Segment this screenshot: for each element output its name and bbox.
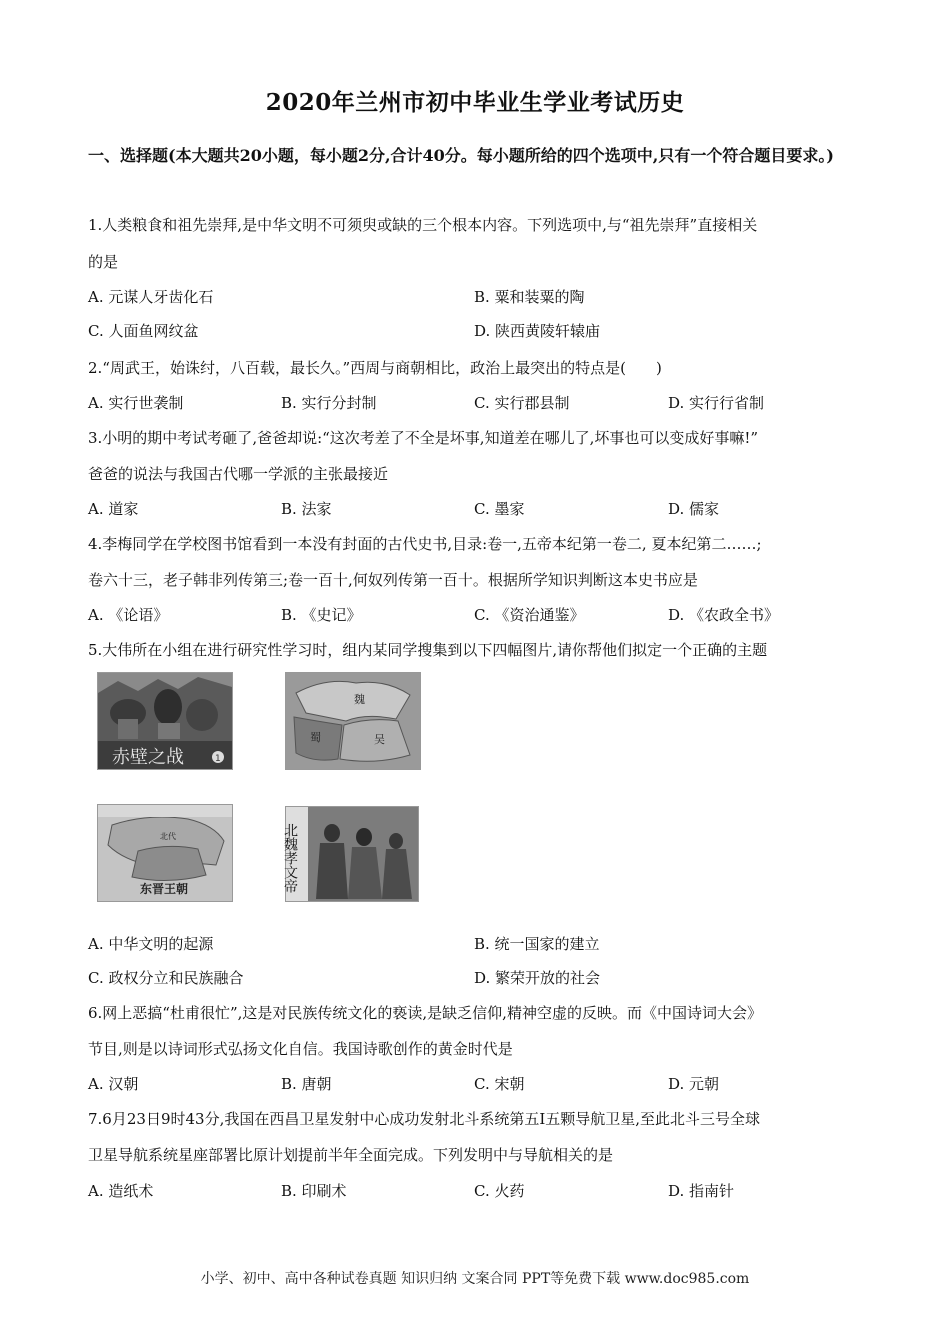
question-1-text: 1.人类粮食和祖先崇拜,是中华文明不可须臾或缺的三个根本内容。下列选项中,与“祖先崇拜”直接相关: [88, 216, 758, 234]
eastern-jin-map: [97, 804, 233, 902]
q1-option-d: D. 陕西黄陵轩辕庙: [474, 322, 601, 340]
q7-option-c: C. 火药: [474, 1182, 525, 1200]
chibi-battle-picture: [97, 672, 233, 770]
map-label-wu: 吴: [374, 733, 385, 746]
eastern-jin-caption: 东晋王朝: [140, 882, 189, 896]
page-title: 2020年兰州市初中毕业生学业考试历史: [265, 89, 685, 116]
q6-option-d: D. 元朝: [668, 1075, 720, 1093]
question-6-text: 6.网上恶搞“杜甫很忙”,这是对民族传统文化的亵读,是缺乏信仰,精神空虚的反映。而《中国诗词大会》: [88, 1004, 762, 1022]
q3-option-c: C. 墨家: [474, 500, 525, 518]
q1-option-b: B. 粟和装粟的陶: [474, 288, 585, 306]
xiaowen-vertical-text: 北魏孝文帝: [282, 823, 298, 893]
emperor-xiaowen-picture: [282, 806, 419, 902]
q1-option-c: C. 人面鱼网纹盆: [88, 322, 199, 340]
question-2-text: 2.“周武王，始诛纣，八百载，最长久。”西周与商朝相比，政治上最突出的特点是( ): [88, 359, 662, 377]
page-footer: 小学、初中、高中各种试卷真题 知识归纳 文案合同 PPT等免费下载 www.doc985.com: [200, 1271, 750, 1287]
q5-option-a: A. 中华文明的起源: [88, 935, 214, 953]
q6-option-a: A. 汉朝: [88, 1075, 139, 1093]
q3-option-b: B. 法家: [281, 500, 332, 518]
q2-option-c: C. 实行郡县制: [474, 394, 570, 412]
q7-option-a: A. 造纸术: [88, 1182, 154, 1200]
chibi-number: 1: [215, 754, 221, 764]
question-4-text-cont: 卷六十三，老子韩非列传第三;卷一百十,何奴列传第一百十。根据所学知识判断这本史书应是: [88, 571, 698, 589]
question-3-text-cont: 爸爸的说法与我国古代哪一学派的主张最接近: [88, 465, 389, 483]
q5-option-c: C. 政权分立和民族融合: [88, 969, 244, 987]
q7-option-d: D. 指南针: [668, 1182, 735, 1200]
q4-option-c: C. 《资治通鉴》: [474, 606, 585, 624]
question-7-text-cont: 卫星导航系统星座部署比原计划提前半年全面完成。下列发明中与导航相关的是: [88, 1146, 614, 1164]
q6-option-c: C. 宋朝: [474, 1075, 525, 1093]
map-label-wei: 魏: [354, 693, 365, 706]
q7-option-b: B. 印刷术: [281, 1182, 347, 1200]
q4-option-d: D. 《农政全书》: [668, 606, 780, 624]
q3-option-d: D. 儒家: [668, 500, 720, 518]
map-label-bei-dai: 北代: [160, 832, 176, 841]
q6-option-b: B. 唐朝: [281, 1075, 332, 1093]
q2-option-b: B. 实行分封制: [281, 394, 377, 412]
chibi-caption: 赤壁之战: [112, 747, 184, 768]
three-kingdoms-map: [285, 672, 421, 770]
question-6-text-cont: 节目,则是以诗词形式弘扬文化自信。我国诗歌创作的黄金时代是: [88, 1040, 513, 1058]
q2-option-d: D. 实行行省制: [668, 394, 765, 412]
question-3-text: 3.小明的期中考试考砸了,爸爸却说:“这次考差了不全是坏事,知道差在哪儿了,坏事也可以变成好事嘛!”: [88, 429, 759, 447]
q5-option-d: D. 繁荣开放的社会: [474, 969, 601, 987]
map-label-shu: 蜀: [310, 731, 321, 744]
q4-option-a: A. 《论语》: [88, 606, 169, 624]
question-7-text: 7.6月23日9时43分,我国在西昌卫星发射中心成功发射北斗系统第五Ⅰ五颗导航卫星,至此北斗三号全球: [88, 1110, 761, 1128]
q2-option-a: A. 实行世袭制: [88, 394, 184, 412]
q4-option-b: B. 《史记》: [281, 606, 362, 624]
question-1-text-cont: 的是: [88, 253, 119, 271]
q5-option-b: B. 统一国家的建立: [474, 935, 600, 953]
question-5-text: 5.大伟所在小组在进行研究性学习时，组内某同学搜集到以下四幅图片,请你帮他们拟定一个正确的主题: [88, 641, 768, 659]
q3-option-a: A. 道家: [88, 500, 139, 518]
section-heading: 一、选择题(本大题共20小题，每小题2分,合计40分。每小题所给的四个选项中,只有一个符合题目要求。): [88, 146, 834, 165]
question-4-text: 4.李梅同学在学校图书馆看到一本没有封面的古代史书,目录:卷一,五帝本纪第一卷二, 夏本纪第二……;: [88, 535, 762, 553]
q1-option-a: A. 元谋人牙齿化石: [88, 288, 214, 306]
